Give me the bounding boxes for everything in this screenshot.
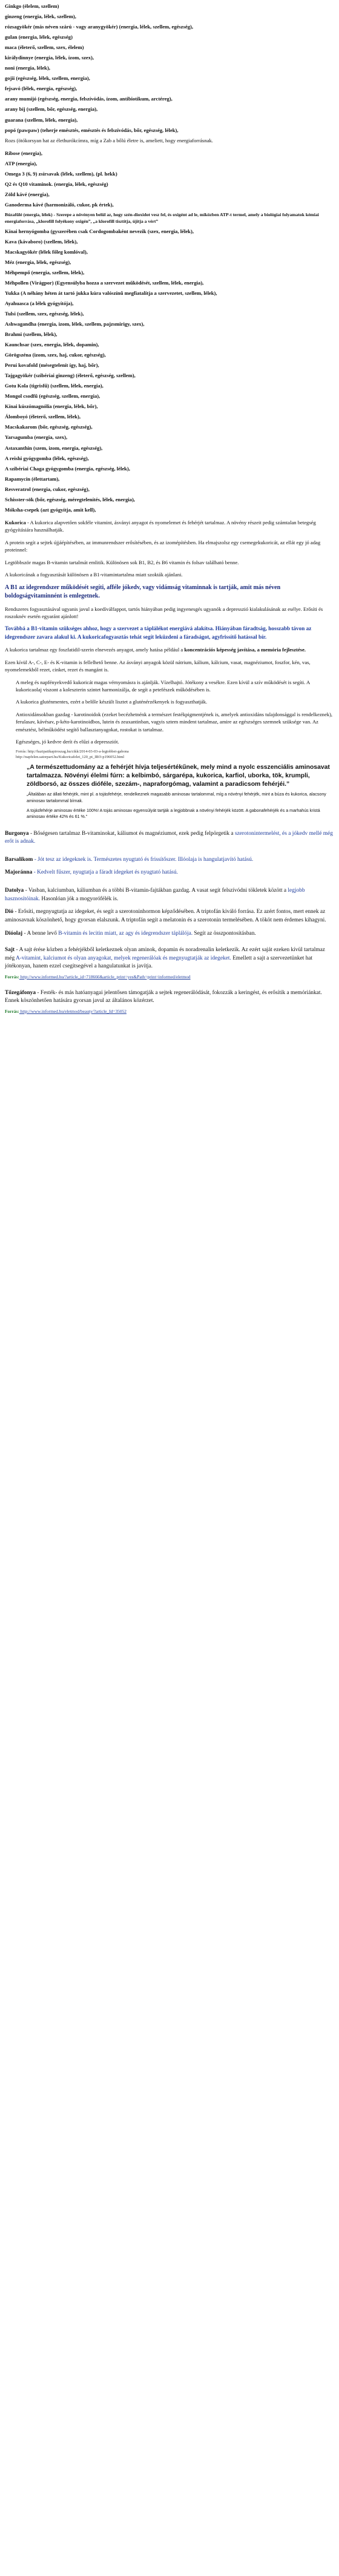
rozs-note: Rozs (ötókorsyan hat az élethurókcímra, míg a Zab a bőlú életre is, ameliett, hogy energiaforrásnak. [5,137,213,143]
sajt-highlight: A-vitamint, kalciumot és olyan anyagokat, melyek regenerálóak és megnyugtatják az idegeket. [15,955,231,961]
herb-item: maca (életerő, szellem, szex, élelem) [5,44,84,51]
sajt-lead: Sajt [5,947,15,954]
kukorica-lead: Kukorica [5,519,26,525]
kukorica-bvitamin: Legtöbbször magas B-vitamin tartalmát emlitik. Különösen sok B1, B2, és B6 vitamin és folsav található benne. [5,559,239,565]
kukorica-mood: Egészséges, jó kedvre derít és elűzi a depressziót. [16,739,119,745]
herb-item: noni (energia, lélek), [5,65,50,71]
sajt-source-label: Forrás: [5,974,19,980]
herb-item: Ashwagandha (energia, izom, lélek, szellem, pajzsmirigy, szex), [5,320,145,327]
herb-item: Görögszéna (izom, szex, haj, cukor, egészség), [5,352,106,358]
barsalikom-text: - Jót tesz az idegeknek is. Természetes nyugtató és frissítőszer. Illóolaja is hangulatjavító hatású. [33,856,254,863]
sajt-text-2: Emellett a sajt a szervezetünket hat jótékonyan, hanem ezzel csegitsegével a hangulatunkat is javítja. [5,955,313,970]
burgonya-text: - Bőségesen tartalmaz B-vitaminokat, káliumot és magnéziumot, ezek pedig felpörgetik a [28,830,235,837]
foszfatidil-text: A kukorica tartalmaz egy foszfatidil-szerin elnevezés anyagot, amely hatása például a [5,647,185,653]
tozegafonya-text: - Festék- és más hatóanyagai jelentősen támogatják a sejtek regenerálódását, fokozzák a keringést, és erősítik a memóriánkat. Ennek köszönhetően hatására gyorsan javul az általános közérzet. [5,989,322,1004]
buzafu-entry: Búzafűlé (energia, lélek) - Szerepe a növényen belül az, hogy szén-dioxidot vesz fel, és oxigént ad le, miközben ATP-t termel, amely a biológiai folyamatok kémiai energiaforrása, „klorofill folyékony oxigén”, „a klorofill tisztítja, újítja a vért” [5,211,319,224]
buzafu-block [5,211,334,225]
dioolaj-highlight: B-vitamin és lecitin miatt, az agy és idegrendszer táplálója. [58,930,193,937]
herb-item: Ginkgo (élelem, szellem) [5,3,59,9]
herb-item: gojii (egészség, lélek, szellem, energia), [5,75,90,82]
burgonya-highlight: szerotonintermelést, és a jókedv mellé még erőt is adnak. [5,830,333,845]
source-1-text: Forrás: http://hazipatikapiroszag.hu/cikk/2014-03-03-a-legtobbet-gabona [16,749,129,754]
herb-list-3 [5,228,334,514]
barsalikom-lead: Barsalikom [5,856,33,863]
herb-item: Mongol csodfű (egészség, szellem, energia), [5,393,100,400]
sajt-source [5,974,334,981]
foszfatidil-bold: koncentrációs képesség javítása, a memória fejlesztése. [184,647,306,653]
protein-quote-small-2: A tojásfehérje aminosav értéke 100%! A tojás aminosav egyensúlyát tartják a legjobbnak a növényi fehérjék között. A gabonafehérjék és a marhahús kristá aminosav értéke 42% és 61 %.” [27,808,320,820]
herb-item: popó (pawpaw) (teherje emésztés, emésztés és felszívódás, bőr, egészség, lélek), [5,127,179,133]
dioolaj-text-2: Segít az összpontosításban. [193,930,256,937]
kukorica-intro [5,519,334,534]
herb-item: Macskagyökér (lélek főleg komlóval), [5,248,88,255]
b1-energy-highlight: Továbbá a B1-vitamin szükséges ahhoz, hogy a szervezet a táplálékot energiává alakítsa. Hiányában fáradtság, hosszabb távon az idegrendszer zavara alakul ki. A kukoricafogyasztás tehát segít leküzdeni a fáradságot, agyfrissítő hatással bír. [5,625,312,640]
herb-item: Kaunchsar (szex, energia, lélek, dopamin), [5,341,99,348]
herb-item: Rapamycin (élettartam), [5,475,60,482]
sajt-entry [5,946,334,971]
herb-item: Ayahuasca (a lélek gyógyítója), [5,300,74,306]
herb-item: Méz (energia, lélek, egészség), [5,259,71,265]
herb-item: Yarsagumba (energia, szex), [5,434,68,441]
herb-item: arany bíj (szellem, bőr, egészség, energia), [5,106,98,113]
b1-highlight: A B1 az idegrendszer működését segíti, afféle jókedv, vagy vidámság vitaminnak is tartják, amit más néven boldogságvitaminnént is emlegetnek. [5,584,281,599]
herb-item: Kava (kávaboro) (szellem, lélek), [5,238,78,245]
toz-source-label: Forrás: [5,1009,19,1014]
herb-item: Kínai hernyógomba (gyszerében csak Cordogombaként nevezik (szex, energia, lélek), [5,228,194,234]
barsalikom-entry [5,856,334,865]
rozs-note-block [5,137,334,144]
herb-item: ginzeng (energia, lélek, szellem), [5,13,76,20]
dioolaj-entry [5,930,334,938]
herb-item: királydinnye (energia, lélek, ízom, szex), [5,54,94,61]
herb-item: Zöld kávé (energia), [5,191,50,197]
herb-item: Schisster-sök (bőr, egészség, méregtelenítés, lélek, energia), [5,496,135,502]
kukorica-depression: Rendszeres fogyasztásával ugyanis javul a koedíválfappot, tartós hiányában pedig ingyenesgés ugyanók a depresszió kialakulásának az esélye. Erősíti és roszoknév esetén egyaránt ajánlott! [5,605,323,620]
herb-item: Ribose (energia), [5,150,43,156]
burgonya-lead: Burgonya [5,830,29,837]
kukorica-antioxidant: Antioxidánsokban gazdag - karotinoidok (ezeket becézhetnénk a természet festékpigmentjének is, amelyek antioxidáns tulajdonsággal is rendelkeznek), ferulasav, kávésav, p-kéto-karotinoidbos, lutein és zeaxantinban, vagyis sztem mindent tartalmaz, amire az egészséges szemnek szüksége van. Az emésztést, bélműködést segítő ballasztanyagokat, rostokat is tartalmaz. [16,711,333,733]
dio-lead: Dió [5,909,14,915]
herb-item: A reishi gyógygomba (lélek, egészség), [5,455,89,461]
herb-item: Astaxanthin (szem, izom, energia, egészség), [5,444,103,451]
datolya-text: - Vasban, kalciumban, káliumban és a többi B-vitamin-fajtákban gazdag. A vasat segít felszívódni tökletek között a [24,888,288,894]
majorana-lead: Majoránna [5,869,33,876]
herb-item: Macskakarom (bőr, egészség, egészség), [5,424,93,430]
majorana-text: - Kedvelt fűszer, nyugtatja a fáradt idegeket és nyugtató hatású. [32,869,178,876]
herb-item: Méhpempő (energia, szellem, lélek), [5,269,85,275]
herb-item: Ganoderma kávé (harmonizáló, cukor, pk értek), [5,201,114,208]
herb-item: arany mumijó (egészség, energia, felszívódás, ízom, antibiotikum, arctéreg), [5,96,173,102]
datolya-highlight: legjobb hasznosítóinak. [5,888,305,902]
kukorica-protein: A protein segít a sejtek újjáépítésében, az immunrendszer erősítésében, és az izomépítésben. Ha elmajszolsz egy csemegekukoricát, az ellát egy jó adag proteinnel: [5,539,321,553]
kukorica-intro-text: - A kukorica alapvetően sokféle vitamint, ásványi anyagot és nyomelemet és fehérjét tartalmaz. A növény részeit pedig számtalan betegség gyógyításiára használhatják. [5,519,316,533]
herb-item: rózsagyökér (más néven szárú - vagy aranygyökér) (energia, lélek, szellem, egészség), [5,24,194,30]
source-2-link[interactable]: http://napfelen.satorpart.hu/Kukoricafelet_120_pt_IRO-p196052.html [16,754,125,759]
herb-item: Méhpollen (Virágpor) (Egyensúlyba hozza a szervezet működését, szellem, lélek, energia), [5,279,204,286]
dio-entry [5,908,334,924]
herb-item: Tajgagyökér (szibériai ginzeng) (életerő, egészség, szellem), [5,372,136,379]
herb-item: Omega 3 (6, 9) zsírsavak (lélek, szellem), (pl. hekk) [5,170,117,177]
herb-item: Tulsi (szellem, szex, egészség, lélek), [5,310,84,317]
tozegafonya-lead: Tőzegáfonya [5,989,36,996]
herb-item: Gotu Kola (tigrisfű) (szellem, lélek, energia), [5,383,104,389]
article-page [0,0,339,1015]
herb-item: guarana (szellem, lélek, energia), [5,116,78,123]
herb-item: Brahmi (szellem, lélek), [5,331,58,337]
kukorica-foszfatidil [5,646,334,653]
herb-item: gulan (energia, lélek, egészség) [5,34,73,41]
herb-item: Álomboyó (életerő, szellem, lélek), [5,413,81,420]
herb-item: Móksha-csepek (azt gyógyítja, amit kell), [5,506,96,513]
toz-source-link[interactable]: http://www.informed.hu/eletmod/beauty/?article_Id=35052 [19,1009,127,1014]
datolya-lead: Datolya [5,888,24,894]
herb-item: ATP (energia), [5,160,38,166]
herb-item: Resveratrol (energia, cukor, egészség), [5,486,90,492]
kukorica-bloodpressure: A meleg és napfényekvedő kukoricát magas vérnyomásra is ajánlják. Vízelhajtó. Jótékony a vesékre. Ezen kívül a szív működését is segíti. A kukoricaolaj viszont a koleszterin szintet harmonizálja, de segít a petefészek működésében is. [16,679,310,693]
herb-item: Q2 és Q10 vitaminok. (energia, lélek, egészség) [5,180,108,187]
herb-item: Yukka (A néhány héten át tartó jukka kúra valószínű megfiatalítja a szervezetet, szellem, lélek), [5,289,217,296]
kukorica-b1-advice: A kukoricának a fogyasztását különösen a B1-vitamintartalma miatt szokták ajánlani. [5,572,183,578]
dio-text: - Erősíti, megnyugtatja az idegeket, és segít a szerotoninhormon képződésében. A triptofán kiváló forrása. Ez azért fontos, mert ennek az aminosavnak köszönhető, hogy gyorsan elalszunk. A triptofán segít a melatonin és a szerotonin termelésében. A tököt nem érdemes kihagyni. [5,909,326,923]
source-2[interactable] [16,754,334,760]
dioolaj-text: - A benne levő [22,930,59,937]
tozegafonya-entry [5,989,334,1006]
herb-item: Peruí kovafold (mésegtelenít így, haj, bőr), [5,362,99,369]
sajt-source-link[interactable]: http://www.informed.hu/?article_id=718666&article_print=yes&Path=print=informed/eletmod [19,974,191,980]
kukorica-vitamins: Ezen kívül A-, C-, E- és K-vitamin is fellelhető benne. Az ásványi anyagok közül nátrium, kálium, kálcium, vasat, magnéziumot, foszfor, kén, vas, nyomelemekből rezet, cinket, rezet és mangánt is. [5,659,311,673]
herb-list [5,2,334,134]
majorana-entry [5,869,334,877]
herb-item: Kínai kúszómagnólia (energia, lélek, bőr), [5,403,98,410]
datolya-entry [5,887,334,903]
herb-list-2 [5,150,334,209]
dioolaj-lead: Dióolaj [5,930,23,937]
sajt-text: - A sajt érése közben a fehérjékből keletkeznek olyan aminok, dopamin és noradrenalin keletkezik. Az ezért saját ezeken kívül tartalmaz még [5,947,325,961]
herb-item: A szibériai Chaga gyógygomba (energia, egészség, lélek), [5,465,130,472]
datolya-text-2: Hasonlóan jók a mogyorófélék is. [40,895,119,902]
protein-quote-small-1: „Általában az állati fehérjék, mint pl. a tojásfehérje, rendelkeznek magasabb aminosav tartalommal, míg a növényi fehérjék, mint a búza és kukorica, alacsony aminosav tartalommal bírnak. [27,792,326,803]
protein-quote: „A természettudomány az a fehérjét hívja teljesértékűnek, mely mind a nyolc esszenciális aminosavat tartalmazza. Növényi élelmi fúrn: a kelbimbó, sárgarépa, kukorica, karfiol, uborka, tök, krumpli, zöldborsó, az összes dióféle, szezám-, napraforgómag, valamint a paradicsom fehérjéi.” [27,764,330,788]
herb-item: fejsavó (lélek, energia, egészség), [5,85,77,92]
tozegafonya-source [5,1009,334,1015]
burgonya-entry [5,830,334,846]
kukorica-gluten: A kukorica gluténmentes, ezért a belőle készült lisztet a gluténérzékenyek is fogyaszthatják. [16,699,208,705]
source-1 [16,749,334,754]
